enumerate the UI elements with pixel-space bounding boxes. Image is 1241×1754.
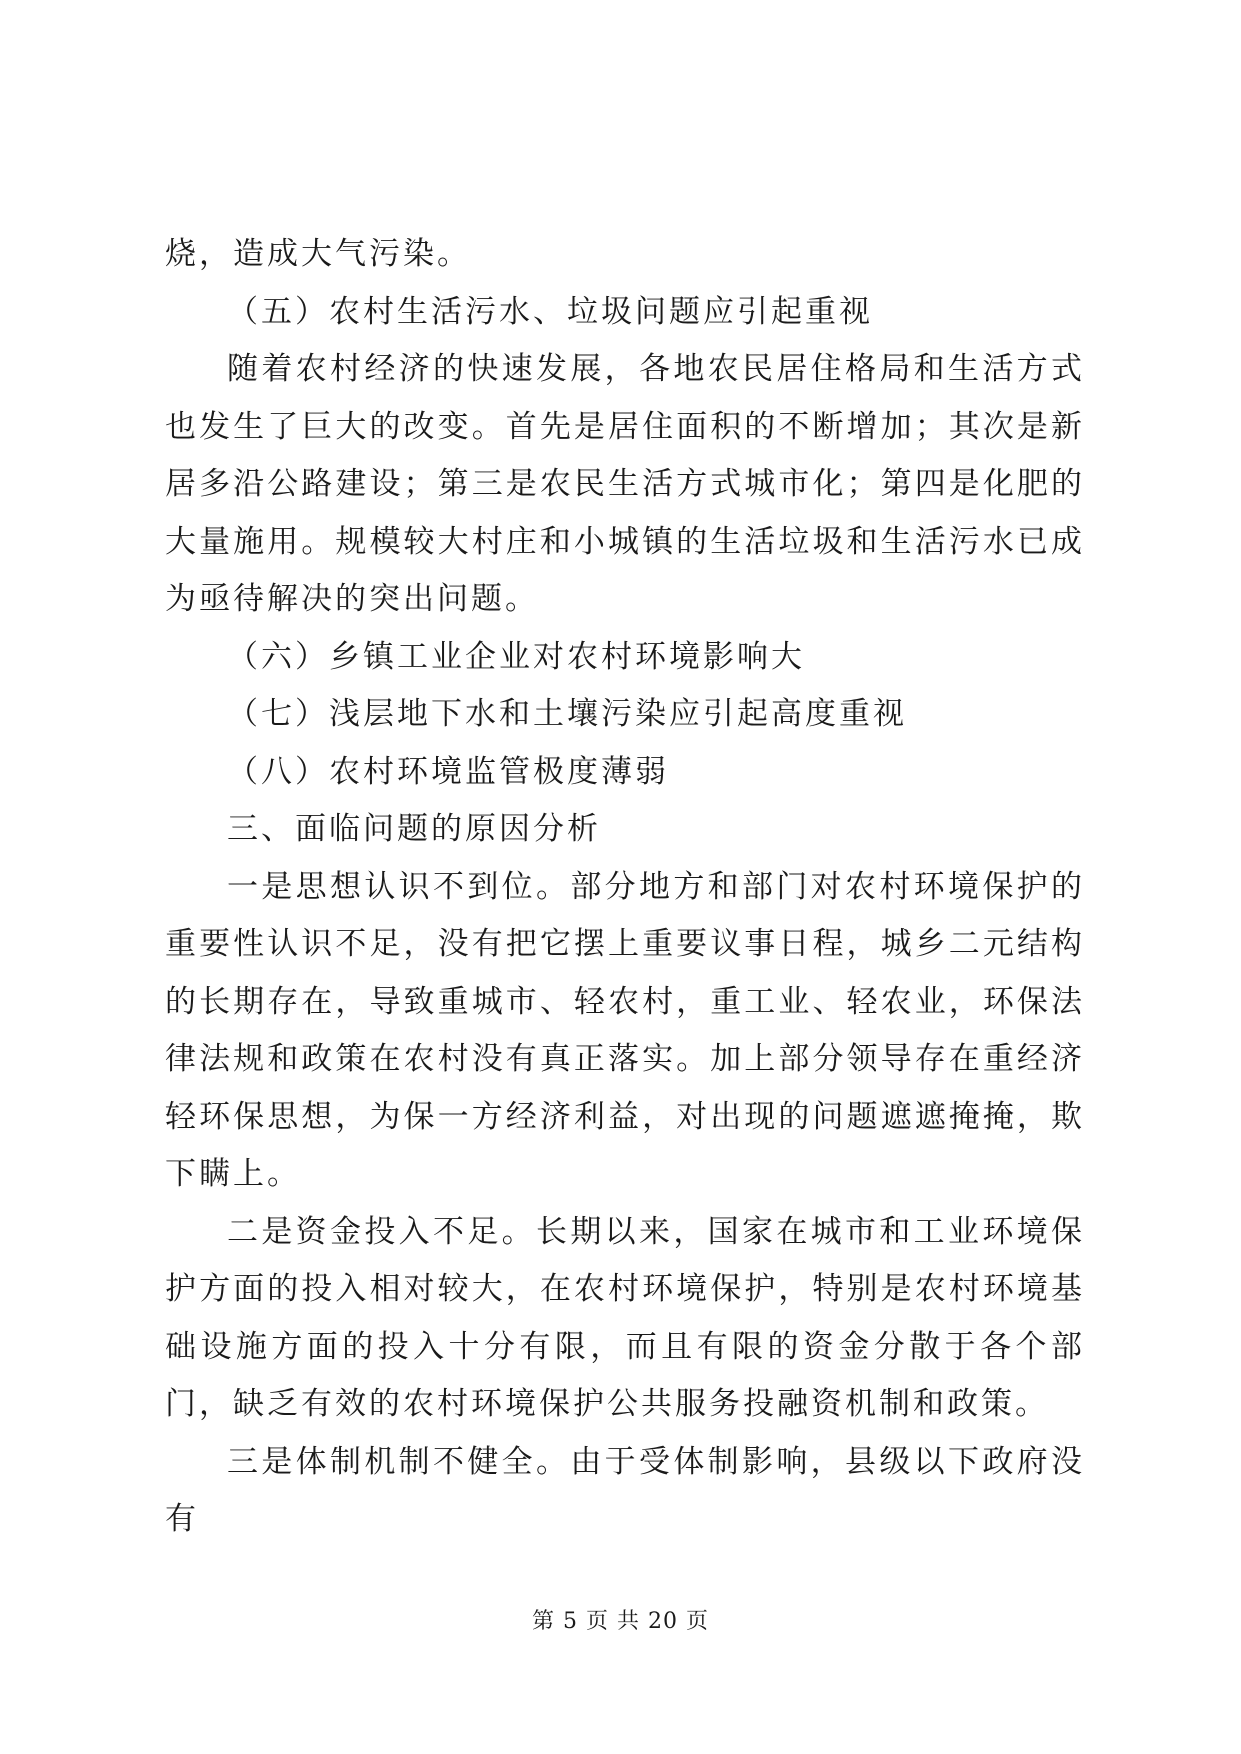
paragraph-reason-three: 三是体制机制不健全。由于受体制影响，县级以下政府没有 [165,1443,1085,1537]
page-number-footer: 第 5 页 共 20 页 [532,1609,709,1634]
section-heading-five: （五）农村生活污水、垃圾问题应引起重视 [227,293,873,330]
chapter-heading-three: 三、面临问题的原因分析 [227,811,601,847]
section-heading-seven: （七）浅层地下水和土壤污染应引起高度重视 [227,696,907,732]
paragraph-reason-one: 一是思想认识不到位。部分地方和部门对农村环境保护的重要性认识不足，没有把它摆上重要议事日程，城乡二元结构的长期存在，导致重城市、轻农村，重工业、轻农业，环保法律法规和政策在农村没有真正落实。加上部分领导存在重经济轻环保思想，为保一方经济利益，对出现的问题遮遮掩掩，欺下瞒上。 [165,868,1085,1192]
paragraph-reason-two: 二是资金投入不足。长期以来，国家在城市和工业环境保护方面的投入相对较大，在农村环境保护，特别是农村环境基础设施方面的投入十分有限，而且有限的资金分散于各个部门，缺乏有效的农村环境保护公共服务投融资机制和政策。 [165,1213,1085,1422]
paragraph-living-changes: 随着农村经济的快速发展，各地农民居住格局和生活方式也发生了巨大的改变。首先是居住面积的不断增加；其次是新居多沿公路建设；第三是农民生活方式城市化；第四是化肥的大量施用。规模较大村庄和小城镇的生活垃圾和生活污水已成为亟待解决的突出问题。 [165,351,1085,617]
document-body [165,226,1085,1549]
section-heading-eight: （八）农村环境监管极度薄弱 [227,753,669,790]
paragraph-continuation: 烧，造成大气污染。 [165,236,471,272]
section-heading-six: （六）乡镇工业企业对农村环境影响大 [227,638,805,675]
